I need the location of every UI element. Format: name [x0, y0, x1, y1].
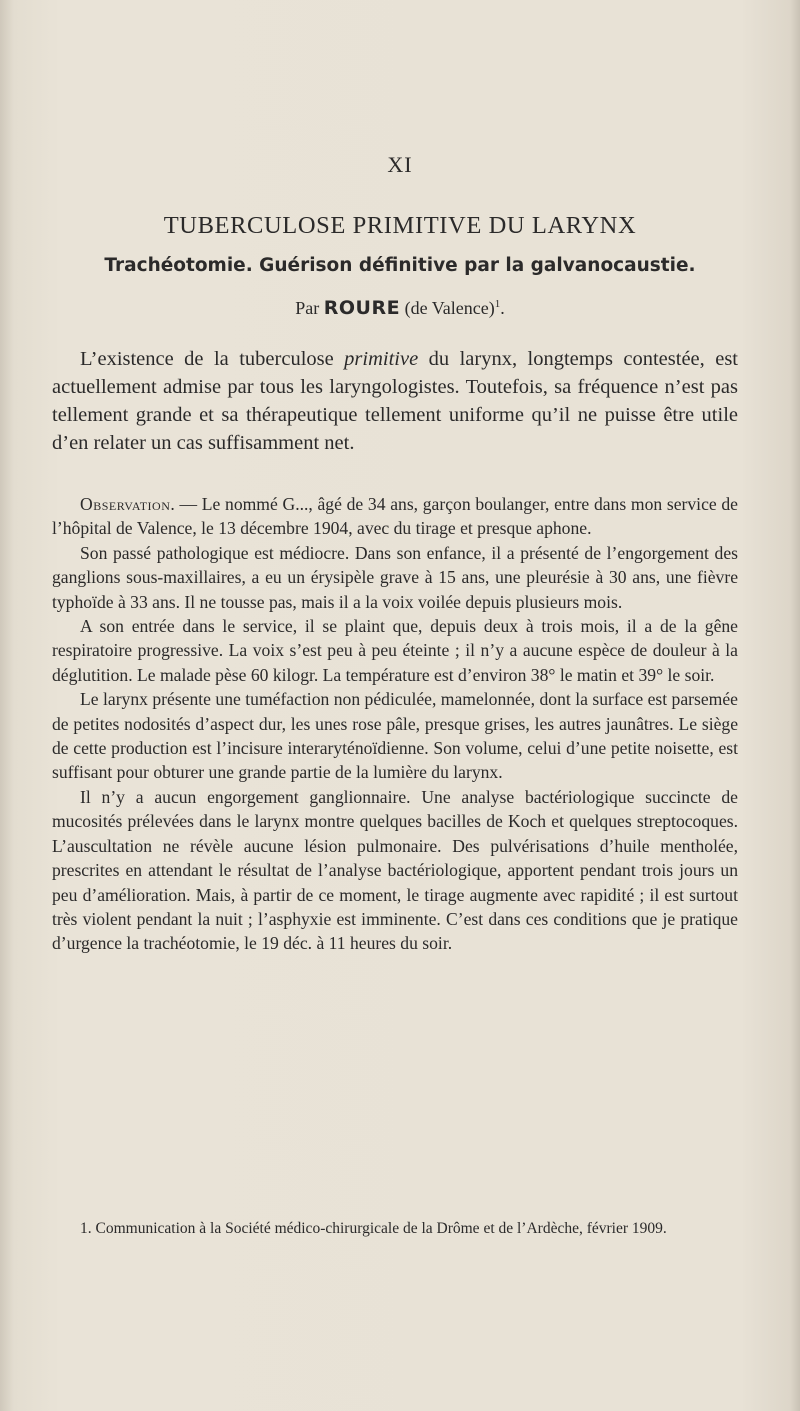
article-subtitle: Trachéotomie. Guérison définitive par la galvanocaustie.: [104, 255, 696, 276]
body-paragraph: Son passé pathologique est médiocre. Dans son enfance, il a présenté de l’engorgement des ganglions sous-maxillaires, a eu un érysipèle grave à 15 ans, une pleurésie à 30 ans, une fièvre typhoïde à 33 ans. Il ne tousse pas, mais il a la voix voilée depuis plusieurs mois.: [52, 542, 738, 612]
article-title: TUBERCULOSE PRIMITIVE DU LARYNX: [163, 212, 637, 239]
intro-paragraph: [52, 345, 738, 457]
footnote: [52, 1219, 738, 1239]
intro-emphasis: primitive: [344, 348, 419, 370]
body-paragraph: Le larynx présente une tuméfaction non pédiculée, mamelonnée, dont la surface est parsemée de petites nodosités d’aspect dur, les unes rose pâle, presque grises, les autres jaunâtres. Le siège de cette production est l’incisure interaryténoïdienne. Son volume, celui d’une petite noisette, est suffisant pour obturer une grande partie de la lumière du larynx.: [52, 689, 738, 783]
byline-end: .: [500, 298, 505, 318]
author-name: ROURE: [323, 297, 401, 319]
footnote-mark: 1: [494, 298, 501, 310]
body-paragraph: A son entrée dans le service, il se plaint que, depuis deux à trois mois, il a de la gêne respiratoire progressive. La voix s’est peu à peu éteinte ; il n’y a aucune espèce de douleur à la déglutition. Le malade pèse 60 kilogr. La température est d’environ 38° le matin et 39° le soir.: [52, 616, 738, 685]
body-paragraph: Il n’y a aucun engorgement ganglionnaire. Une analyse bactériologique succincte de mucosités prélevées dans le larynx montre quelques bacilles de Koch et quelques streptocoques. L’auscultation ne révèle aucune lésion pulmonaire. Des pulvérisations d’huile mentholée, prescrites en attendant le résultat de l’analyse bactériologique, apportent pendant trois jours un peu d’amélioration. Mais, à partir de ce moment, le tirage augmente avec rapidité ; il est surtout très violent pendant la nuit ; l’asphyxie est imminente. C’est dans ces conditions que je pratique d’urgence la trachéotomie, le 19 déc. à 11 heures du soir.: [52, 786, 738, 954]
observation-text: . — Le nommé G..., âgé de 34 ans, garçon boulanger, entre dans mon service de l’hôpital de Valence, le 13 décembre 1904, avec du tirage et presque aphone.: [52, 494, 738, 539]
byline-prefix: Par: [295, 298, 320, 318]
chapter-number: XI: [387, 152, 413, 177]
observation-label: Observation: [80, 494, 171, 514]
intro-text-a: L’existence de la tuberculose: [80, 348, 345, 370]
observation-paragraph: [52, 492, 738, 541]
author-affiliation: (de Valence): [404, 298, 495, 318]
intro-text-b: du larynx, longtemps contestée, est actuellement admise par tous les laryngologistes. Toutefois, sa fréquence n’est pas tellement grande et sa thérapeutique tellement uniforme qu’il ne puisse être utile d’en relater un cas suffisamment net.: [52, 348, 738, 454]
byline: [0, 297, 800, 319]
footnote-text: 1. Communication à la Société médico-chirurgicale de la Drôme et de l’Ardèche, février 1909.: [80, 1220, 667, 1237]
observation-body: [52, 492, 738, 956]
